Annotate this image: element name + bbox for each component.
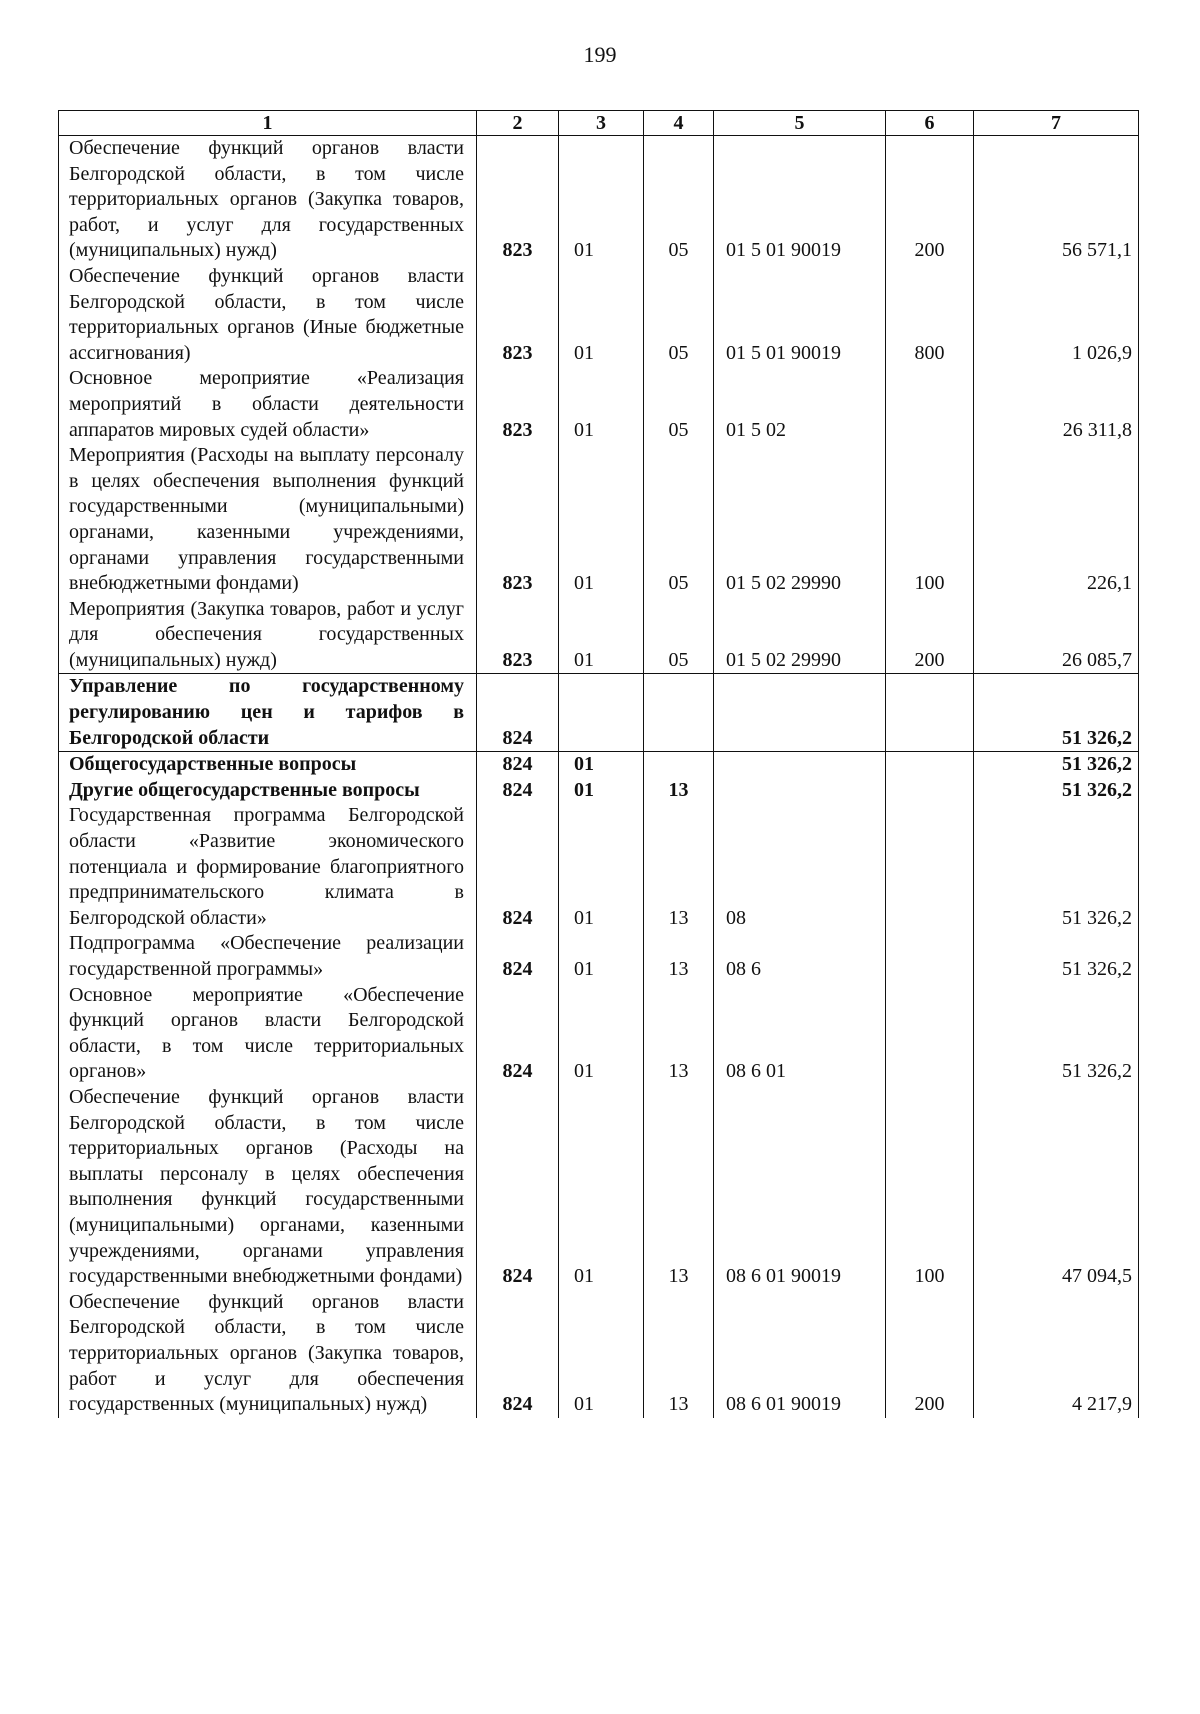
row-admin-code: 824 bbox=[477, 1085, 559, 1290]
row-name: Общегосударственные вопросы bbox=[59, 752, 477, 778]
row-subsection bbox=[644, 752, 714, 778]
row-name: Обеспечение функций органов власти Белгородской области, в том числе территориальных органов (Иные бюджетные ассигнования) bbox=[59, 264, 477, 366]
row-section: 01 bbox=[559, 366, 644, 443]
row-expense-type bbox=[886, 366, 974, 443]
table-row bbox=[59, 752, 1139, 778]
row-admin-code: 823 bbox=[477, 443, 559, 597]
row-section: 01 bbox=[559, 778, 644, 804]
row-expense-type bbox=[886, 931, 974, 982]
row-name: Мероприятия (Закупка товаров, работ и услуг для обеспечения государственных (муниципальных) нужд) bbox=[59, 597, 477, 674]
row-target-article: 08 6 01 bbox=[714, 983, 886, 1085]
row-admin-code: 823 bbox=[477, 136, 559, 264]
row-subsection: 13 bbox=[644, 983, 714, 1085]
row-admin-code: 823 bbox=[477, 366, 559, 443]
row-expense-type: 200 bbox=[886, 597, 974, 674]
row-section: 01 bbox=[559, 264, 644, 366]
row-amount: 51 326,2 bbox=[974, 752, 1139, 778]
row-name: Государственная программа Белгородской области «Развитие экономического потенциала и формирование благоприятного предпринимательского климата в Белгородской области» bbox=[59, 803, 477, 931]
row-target-article: 08 6 01 90019 bbox=[714, 1085, 886, 1290]
row-section: 01 bbox=[559, 597, 644, 674]
row-amount: 26 085,7 bbox=[974, 597, 1139, 674]
row-target-article: 01 5 01 90019 bbox=[714, 264, 886, 366]
row-subsection: 05 bbox=[644, 264, 714, 366]
row-subsection: 13 bbox=[644, 778, 714, 804]
table-row bbox=[59, 1290, 1139, 1418]
row-expense-type: 800 bbox=[886, 264, 974, 366]
column-header-admin: 2 bbox=[477, 111, 559, 136]
row-amount: 26 311,8 bbox=[974, 366, 1139, 443]
row-name: Обеспечение функций органов власти Белгородской области, в том числе территориальных органов (Закупка товаров, работ, и услуг для государственных (муниципальных) нужд) bbox=[59, 136, 477, 264]
row-amount: 56 571,1 bbox=[974, 136, 1139, 264]
row-admin-code: 824 bbox=[477, 931, 559, 982]
row-expense-type bbox=[886, 674, 974, 752]
row-section: 01 bbox=[559, 983, 644, 1085]
row-admin-code: 824 bbox=[477, 983, 559, 1085]
table-row bbox=[59, 931, 1139, 982]
row-section: 01 bbox=[559, 443, 644, 597]
row-section: 01 bbox=[559, 931, 644, 982]
row-subsection: 13 bbox=[644, 1290, 714, 1418]
row-name: Обеспечение функций органов власти Белгородской области, в том числе территориальных органов (Закупка товаров, работ и услуг для обеспечения государственных (муниципальных) нужд) bbox=[59, 1290, 477, 1418]
row-target-article bbox=[714, 778, 886, 804]
row-amount: 4 217,9 bbox=[974, 1290, 1139, 1418]
row-admin-code: 824 bbox=[477, 1290, 559, 1418]
column-header-name: 1 bbox=[59, 111, 477, 136]
row-amount: 51 326,2 bbox=[974, 931, 1139, 982]
row-section: 01 bbox=[559, 1085, 644, 1290]
column-header-amount: 7 bbox=[974, 111, 1139, 136]
table-row bbox=[59, 674, 1139, 752]
column-header-target: 5 bbox=[714, 111, 886, 136]
row-subsection bbox=[644, 674, 714, 752]
row-name: Основное мероприятие «Обеспечение функций органов власти Белгородской области, в том числе территориальных органов» bbox=[59, 983, 477, 1085]
row-target-article: 01 5 02 29990 bbox=[714, 597, 886, 674]
table-row bbox=[59, 1085, 1139, 1290]
row-name: Подпрограмма «Обеспечение реализации государственной программы» bbox=[59, 931, 477, 982]
row-name: Другие общегосударственные вопросы bbox=[59, 778, 477, 804]
column-header-section: 3 bbox=[559, 111, 644, 136]
row-expense-type: 200 bbox=[886, 136, 974, 264]
row-admin-code: 823 bbox=[477, 597, 559, 674]
row-admin-code: 824 bbox=[477, 752, 559, 778]
row-expense-type: 100 bbox=[886, 443, 974, 597]
row-section: 01 bbox=[559, 803, 644, 931]
row-section bbox=[559, 674, 644, 752]
table-row bbox=[59, 597, 1139, 674]
row-target-article bbox=[714, 674, 886, 752]
row-target-article bbox=[714, 752, 886, 778]
row-subsection: 13 bbox=[644, 931, 714, 982]
row-amount: 51 326,2 bbox=[974, 778, 1139, 804]
row-admin-code: 824 bbox=[477, 674, 559, 752]
row-subsection: 05 bbox=[644, 597, 714, 674]
row-amount: 47 094,5 bbox=[974, 1085, 1139, 1290]
row-target-article: 01 5 02 29990 bbox=[714, 443, 886, 597]
table-row bbox=[59, 778, 1139, 804]
row-name: Мероприятия (Расходы на выплату персоналу в целях обеспечения выполнения функций государственными (муниципальными) органами, казенными учреждениями, органами управления государственными внебюджетными фондами) bbox=[59, 443, 477, 597]
row-expense-type: 100 bbox=[886, 1085, 974, 1290]
row-amount: 1 026,9 bbox=[974, 264, 1139, 366]
row-target-article: 08 6 bbox=[714, 931, 886, 982]
row-subsection: 05 bbox=[644, 443, 714, 597]
table-row bbox=[59, 264, 1139, 366]
table-row bbox=[59, 803, 1139, 931]
row-expense-type bbox=[886, 803, 974, 931]
row-expense-type: 200 bbox=[886, 1290, 974, 1418]
row-amount: 226,1 bbox=[974, 443, 1139, 597]
budget-table bbox=[58, 110, 1139, 1418]
table-row bbox=[59, 366, 1139, 443]
table-row bbox=[59, 136, 1139, 264]
table-row bbox=[59, 983, 1139, 1085]
row-expense-type bbox=[886, 778, 974, 804]
table-row bbox=[59, 443, 1139, 597]
row-subsection: 13 bbox=[644, 803, 714, 931]
row-target-article: 01 5 01 90019 bbox=[714, 136, 886, 264]
row-subsection: 05 bbox=[644, 366, 714, 443]
row-amount: 51 326,2 bbox=[974, 674, 1139, 752]
column-header-subsection: 4 bbox=[644, 111, 714, 136]
row-name: Обеспечение функций органов власти Белгородской области, в том числе территориальных органов (Расходы на выплаты персоналу в целях обеспечения выполнения функций государственными (муниципальными) органами, казенными учреждениями, органами управления государственными внебюджетными фондами) bbox=[59, 1085, 477, 1290]
header-row bbox=[59, 111, 1139, 136]
row-section: 01 bbox=[559, 136, 644, 264]
row-amount: 51 326,2 bbox=[974, 803, 1139, 931]
row-target-article: 08 bbox=[714, 803, 886, 931]
row-subsection: 13 bbox=[644, 1085, 714, 1290]
row-expense-type bbox=[886, 752, 974, 778]
row-name: Управление по государственному регулированию цен и тарифов в Белгородской области bbox=[59, 674, 477, 752]
page-number: 199 bbox=[583, 42, 617, 67]
row-amount: 51 326,2 bbox=[974, 983, 1139, 1085]
row-section: 01 bbox=[559, 1290, 644, 1418]
row-admin-code: 823 bbox=[477, 264, 559, 366]
row-subsection: 05 bbox=[644, 136, 714, 264]
row-target-article: 08 6 01 90019 bbox=[714, 1290, 886, 1418]
row-admin-code: 824 bbox=[477, 778, 559, 804]
row-expense-type bbox=[886, 983, 974, 1085]
row-section: 01 bbox=[559, 752, 644, 778]
row-target-article: 01 5 02 bbox=[714, 366, 886, 443]
row-admin-code: 824 bbox=[477, 803, 559, 931]
row-name: Основное мероприятие «Реализация мероприятий в области деятельности аппаратов мировых судей области» bbox=[59, 366, 477, 443]
column-header-expense: 6 bbox=[886, 111, 974, 136]
